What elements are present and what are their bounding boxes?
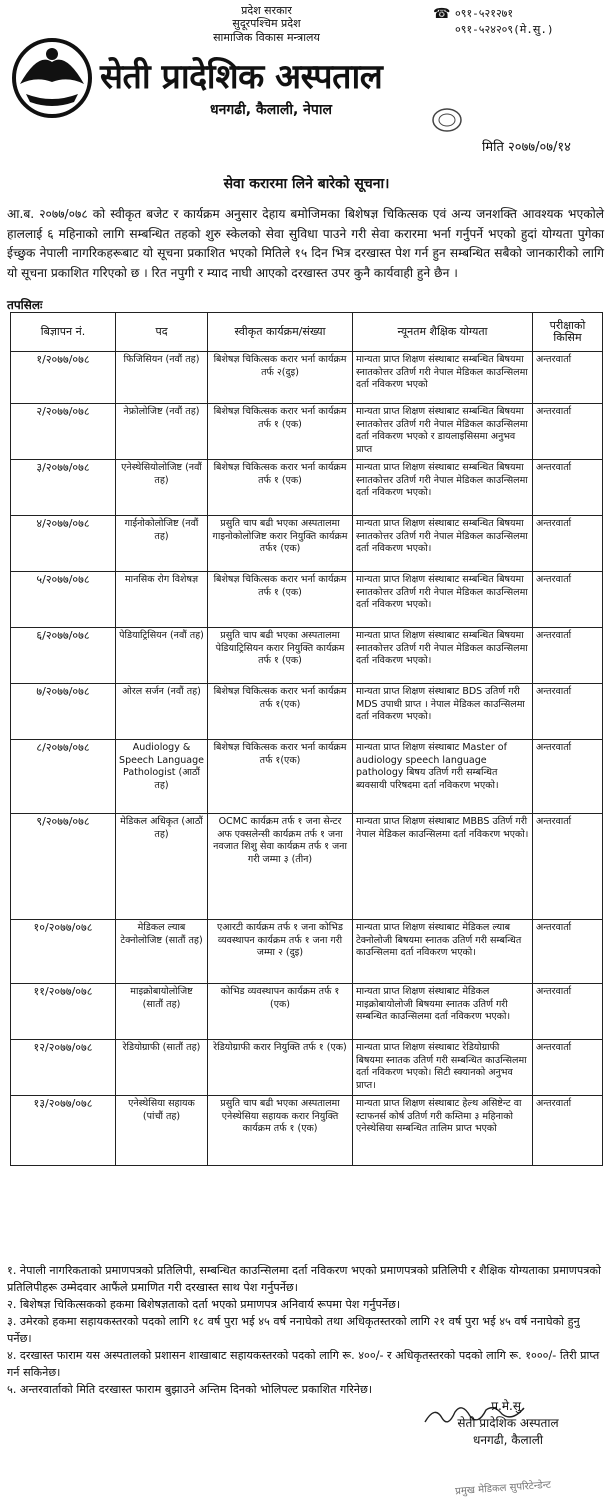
adv-no-cell: १२/२०७७/०७८ — [11, 1040, 116, 1096]
nepal-emblem-logo — [8, 32, 96, 120]
notice-subject: सेवा करारमा लिने बारेको सूचना। — [223, 176, 390, 192]
adv-no-cell: १०/२०७७/०७८ — [11, 920, 116, 984]
exam-type-cell: अन्तरवार्ता — [533, 572, 603, 628]
post-cell: एनेस्थेसिया सहायक (पांचौं तह) — [116, 1096, 208, 1166]
program-cell: बिशेषज्ञ चिकित्सक करार भर्ना कार्यक्रम तर्फ १ (एक) — [208, 404, 353, 460]
exam-type-cell: अन्तरवार्ता — [533, 740, 603, 814]
exam-type-cell: अन्तरवार्ता — [533, 460, 603, 516]
qualification-cell: मान्यता प्राप्त शिक्षण संस्थाबाट MBBS उतिर्ण गरी नेपाल मेडिकल काउन्सिलमा दर्ता नविकरण भएको। — [353, 814, 533, 920]
program-cell: बिशेषज्ञ चिकित्सक करार भर्ना कार्यक्रम तर्फ २(दुइ) — [208, 352, 353, 404]
qualification-cell: मान्यता प्राप्त शिक्षण संस्थाबाट सम्बन्धित बिषयमा स्नातकोत्तर उतिर्ण गरी नेपाल मेडिकल काउन्सिलमा दर्ता नविकरण भएको। — [353, 460, 533, 516]
exam-type-cell: अन्तरवार्ता — [533, 352, 603, 404]
qualification-cell: मान्यता प्राप्त शिक्षण संस्थाबाट सम्बन्धित बिषयमा स्नातकोत्तर उतिर्ण गरी नेपाल मेडिकल काउन्सिलमा दर्ता नविकरण भएको। — [353, 628, 533, 684]
program-cell: प्रसुति चाप बढी भएका अस्पतालमा एनेस्थेसिया सहायक करार नियुक्ति कार्यक्रम तर्फ १ (एक) — [208, 1096, 353, 1166]
table-row — [11, 516, 603, 572]
adv-no-cell: ११/२०७७/०७८ — [11, 984, 116, 1040]
program-cell: एआरटी कार्यक्रम तर्फ १ जना कोभिड व्यवस्थापन कार्यक्रम तर्फ १ जना गरी जम्मा २ (दुइ) — [208, 920, 353, 984]
program-cell: प्रसुति चाप बढी भएका अस्पतालमा पेडियाट्रिसियन करार नियुक्ति कार्यक्रम तर्फ १ (एक) — [208, 628, 353, 684]
post-cell: एनेस्थेसियोलोजिष्ट (नवौं तह) — [116, 460, 208, 516]
exam-type-cell: अन्तरवार्ता — [533, 628, 603, 684]
col-header-adv-no: बिज्ञापन नं. — [11, 313, 116, 352]
notice-body: आ.ब. २०७७/०७८ को स्वीकृत बजेट र कार्यक्रम अनुसार देहाय बमोजिमका बिशेषज्ञ चिकित्सक एवं अन्य जनशक्ति आवश्यक भएकोले हाललाई ६ महिनाको लागि सम्बन्धित तहको शुरु स्केलको सेवा सुविधा पाउने गरी सेवा करारमा भर्ना गर्नुपर्ने भएको हुदां योग्यता पुगेका ईच्छुक नेपाली नागरिकहरूबाट यो सूचना प्रकाशित भएको मितिले १५ दिन भित्र दरखास्त पेश गर्न हुन सम्बन्धित सबैको जानकारीको लागि यो सूचना प्रकाशित गरिएको छ । रित नपुगी र म्याद नाघी आएको दरखास्त उपर कुनै कार्यवाही हुने छैन । — [7, 207, 604, 280]
table-row — [11, 572, 603, 628]
col-header-exam: परीक्षाको किसिम — [533, 313, 603, 352]
exam-type-cell: अन्तरवार्ता — [533, 814, 603, 920]
post-cell: Audiology & Speech Language Pathologist (आठौं तह) — [116, 740, 208, 814]
exam-type-cell: अन्तरवार्ता — [533, 684, 603, 740]
notice-date: मिति २०७७/०७/१४ — [482, 140, 571, 155]
adv-no-cell: ६/२०७७/०७८ — [11, 628, 116, 684]
adv-no-cell: ७/२०७७/०७८ — [11, 684, 116, 740]
program-cell: OCMC कार्यक्रम तर्फ १ जना सेन्टर अफ एक्सलेन्सी कार्यक्रम तर्फ १ जना नवजात शिशु सेवा कार्यक्रम तर्फ १ जना गरी जम्मा ३ (तीन) — [208, 814, 353, 920]
table-row — [11, 460, 603, 516]
telephone-icon: ☎ — [433, 6, 451, 22]
post-cell: पेडियाट्रिसियन (नवौं तह) — [116, 628, 208, 684]
table-row — [11, 984, 603, 1040]
adv-no-cell: २/२०७७/०७८ — [11, 404, 116, 460]
details-label: तपसिलः — [7, 298, 43, 312]
col-header-post: पद — [116, 313, 208, 352]
program-cell: प्रसुति चाप बढी भएका अस्पतालमा गाइनोकोलोजिष्ट करार नियुक्ति कार्यक्रम तर्फ१ (एक) — [208, 516, 353, 572]
adv-no-cell: ५/२०७७/०७८ — [11, 572, 116, 628]
post-cell: नेफ्रोलोजिष्ट (नवौं तह) — [116, 404, 208, 460]
post-cell: ओरल सर्जन (नवौं तह) — [116, 684, 208, 740]
table-row — [11, 1040, 603, 1096]
post-cell: मेडिकल ल्याब टेक्नोलोजिष्ट (सातौं तह) — [116, 920, 208, 984]
table-row — [11, 628, 603, 684]
phone-numbers — [455, 6, 554, 38]
qualification-cell: मान्यता प्राप्त शिक्षण संस्थाबाट सम्बन्धित बिषयमा स्नातकोत्तर उतिर्ण गरी नेपाल मेडिकल काउन्सिलमा दर्ता नविकरण भएको। — [353, 516, 533, 572]
qualification-cell: मान्यता प्राप्त शिक्षण संस्थाबाट सम्बन्धित बिषयमा स्नातकोत्तर उतिर्ण गरी नेपाल मेडिकल काउन्सिलमा दर्ता नविकरण भएको। — [353, 572, 533, 628]
adv-no-cell: ३/२०७७/०७८ — [11, 460, 116, 516]
exam-type-cell: अन्तरवार्ता — [533, 1096, 603, 1166]
signatory-title: प्र.मे.सु. — [491, 1399, 525, 1413]
post-cell: माइक्रोबायोलोजिष्ट (सातौं तह) — [116, 984, 208, 1040]
qualification-cell: मान्यता प्राप्त शिक्षण संस्थाबाट Master of audiology speech language pathology बिषय उतिर्ण गरी सम्बन्धित ब्यवसायी परिषदमा दर्ता नविकरण भएको। — [353, 740, 533, 814]
table-row — [11, 1096, 603, 1166]
seal-stamp-icon — [430, 106, 464, 134]
note-2: २. बिशेषज्ञ चिकित्सकको हकमा बिशेषज्ञताको दर्ता भएको प्रमाणपत्र अनिवार्य रूपमा पेश गर्नुपर्नेछ। — [7, 1298, 401, 1311]
note-3: ३. उमेरको हकमा सहायकस्तरको पदको लागि १८ वर्ष पुरा भई ४५ वर्ष ननाघेको तथा अधिकृतस्तरको लागि २१ वर्ष पुरा भई ४५ वर्ष ननाघेको हुनु पर्नेछ। — [7, 1315, 580, 1345]
note-5: ५. अन्तरवार्ताको मिति दरखास्त फाराम बुझाउने अन्तिम दिनको भोलिपल्ट प्रकाशित गरिनेछ। — [7, 1383, 373, 1396]
table-row — [11, 740, 603, 814]
exam-type-cell: अन्तरवार्ता — [533, 404, 603, 460]
exam-type-cell: अन्तरवार्ता — [533, 984, 603, 1040]
adv-no-cell: १३/२०७७/०७८ — [11, 1096, 116, 1166]
program-cell: बिशेषज्ञ चिकित्सक करार भर्ना कार्यक्रम तर्फ १ (एक) — [208, 460, 353, 516]
post-cell: गाईनोकोलोजिष्ट (नवौं तह) — [116, 516, 208, 572]
exam-type-cell: अन्तरवार्ता — [533, 516, 603, 572]
col-header-program: स्वीकृत कार्यक्रम/संख्या — [208, 313, 353, 352]
col-header-qualification: न्यूनतम शैक्षिक योग्यता — [353, 313, 533, 352]
qualification-cell: मान्यता प्राप्त शिक्षण संस्थाबाट रेडियोग्राफी बिषयमा स्नातक उतिर्ण गरी सम्बन्धित काउन्सिलमा दर्ता नविकरण भएको। सिटी स्क्यानको अनुभव प्राप्त। — [353, 1040, 533, 1096]
table-row — [11, 684, 603, 740]
gov-line-1: प्रदेश सरकार — [241, 4, 292, 17]
post-cell: फिजिसियन (नवौं तह) — [116, 352, 208, 404]
signatory-place: धनगढी, कैलाली — [473, 1433, 543, 1447]
table-header-row — [11, 313, 603, 352]
program-cell: रेडियोग्राफी करार नियुक्ति तर्फ १ (एक) — [208, 1040, 353, 1096]
qualification-cell: मान्यता प्राप्त शिक्षण संस्थाबाट हेल्थ असिष्टेन्ट वा स्टाफनर्स कोर्ष उतिर्ण गरी कम्तिमा ३ महिनाको एनेस्थेसिया सम्बन्धित तालिम प्राप्त भएको — [353, 1096, 533, 1166]
table-row — [11, 404, 603, 460]
letterhead — [0, 0, 613, 130]
program-cell: बिशेषज्ञ चिकित्सक करार भर्ना कार्यक्रम तर्फ १(एक) — [208, 740, 353, 814]
phone-2: ०९१-५२४२०९(मे.सु.) — [455, 23, 554, 36]
qualification-cell: मान्यता प्राप्त शिक्षण संस्थाबाट BDS उतिर्ण गरी MDS उपाधी प्राप्त । नेपाल मेडिकल काउन्सिलमा दर्ता नविकरण भएको। — [353, 684, 533, 740]
signature-block — [418, 1380, 598, 1449]
adv-no-cell: ४/२०७७/०७८ — [11, 516, 116, 572]
footer-stamp: प्रमुख मेडिकल सुपरिटेन्डेन्ट — [454, 1479, 552, 1498]
hospital-address: धनगढी, कैलाली, नेपाल — [210, 102, 332, 118]
adv-no-cell: ८/२०७७/०७८ — [11, 740, 116, 814]
program-cell: कोभिड व्यवस्थापन कार्यक्रम तर्फ १ (एक) — [208, 984, 353, 1040]
table-row — [11, 814, 603, 920]
program-cell: बिशेषज्ञ चिकित्सक करार भर्ना कार्यक्रम तर्फ १ (एक) — [208, 572, 353, 628]
adv-no-cell: ९/२०७७/०७८ — [11, 814, 116, 920]
gov-line-3: सामाजिक विकास मन्त्रालय — [213, 31, 320, 44]
qualification-cell: मान्यता प्राप्त शिक्षण संस्थाबाट सम्बन्धित बिषयमा स्नातकोत्तर उतिर्ण गरी नेपाल मेडिकल काउन्सिलमा दर्ता नविकरण भएको र डायलाइसिसमा अनुभव प्राप्त — [353, 404, 533, 460]
phone-1: ०९१-५२१२७१ — [455, 7, 514, 20]
post-cell: मानसिक रोग विशेषज्ञ — [116, 572, 208, 628]
table-row — [11, 920, 603, 984]
adv-no-cell: १/२०७७/०७८ — [11, 352, 116, 404]
exam-type-cell: अन्तरवार्ता — [533, 920, 603, 984]
qualification-cell: मान्यता प्राप्त शिक्षण संस्थाबाट मेडिकल माइक्रोबायोलोजी बिषयमा स्नातक उतिर्ण गरी सम्बन्धित काउन्सिलमा दर्ता नविकरण भएको। — [353, 984, 533, 1040]
hospital-name: सेती प्रादेशिक अस्पताल — [100, 57, 383, 97]
table-row — [11, 352, 603, 404]
gov-line-2: सुदूरपश्चिम प्रदेश — [232, 17, 301, 30]
qualification-cell: मान्यता प्राप्त शिक्षण संस्थाबाट मेडिकल ल्याब टेक्नोलोजी बिषयमा स्नातक उतिर्ण गरी सम्बन्धित काउन्सिलमा दर्ता नविकरण भएको। — [353, 920, 533, 984]
program-cell: बिशेषज्ञ चिकित्सक करार भर्ना कार्यक्रम तर्फ १(एक) — [208, 684, 353, 740]
note-4: ४. दरखास्त फाराम यस अस्पतालको प्रशासन शाखाबाट सहायकस्तरको पदको लागि रू. ४००/- र अधिकृतस्तरको पदको लागि रू. १०००/- तिरी प्राप्त गर्न सकिनेछ। — [7, 1349, 600, 1379]
exam-type-cell: अन्तरवार्ता — [533, 1040, 603, 1096]
note-1: १. नेपाली नागरिकताको प्रमाणपत्रको प्रतिलिपी, सम्बन्धित काउन्सिलमा दर्ता नविकरण भएको प्रमाणपत्रको प्रतिलिपी र शैक्षिक योग्यताका प्रमाणपत्रको प्रतिलिपीहरू उम्मेदवार आफैंले प्रमाणित गरी दरखास्त साथ पेश गर्नुपर्नेछ। — [7, 1264, 601, 1294]
signatory-org: सेती प्रादेशिक अस्पताल — [457, 1416, 559, 1430]
post-cell: रेडियोग्राफी (सातौं तह) — [116, 1040, 208, 1096]
notes-list — [7, 1262, 607, 1398]
qualification-cell: मान्यता प्राप्त शिक्षण संस्थाबाट सम्बन्धित बिषयमा स्नातकोत्तर उतिर्ण गरी नेपाल मेडिकल काउन्सिलमा दर्ता नविकरण भएको — [353, 352, 533, 404]
vacancy-table — [10, 312, 603, 1166]
post-cell: मेडिकल अधिकृत (आठौं तह) — [116, 814, 208, 920]
